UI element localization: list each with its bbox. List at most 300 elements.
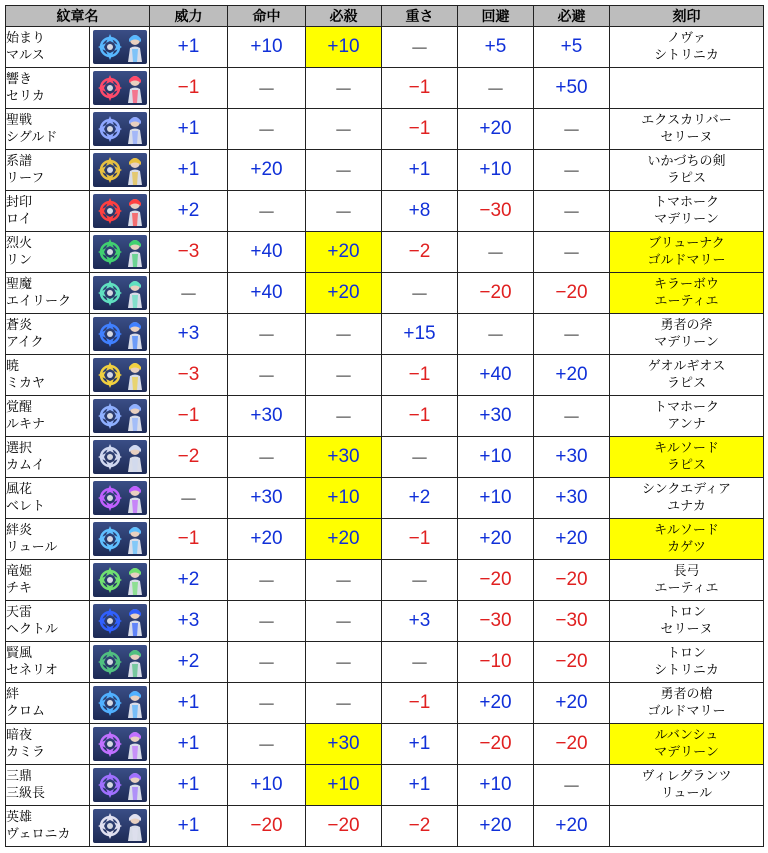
emblem-icon-cell — [90, 109, 150, 150]
table-row — [6, 519, 764, 560]
engrave-cell — [610, 68, 764, 109]
stat-weight: −1 — [382, 519, 458, 560]
engrave-character: リュール — [660, 786, 713, 801]
emblem-hero: セネリオ — [6, 663, 58, 678]
emblem-name-cell — [6, 560, 90, 601]
engrave-character: マデリーン — [654, 335, 719, 350]
stat-might: +1 — [150, 150, 228, 191]
engrave-cell — [610, 560, 764, 601]
engrave-weapon: キラーボウ — [653, 277, 719, 292]
ring-emblem-icon — [93, 768, 147, 802]
stat-avoid: +20 — [458, 683, 534, 724]
stat-hit: +10 — [228, 765, 306, 806]
stat-hit: +20 — [228, 150, 306, 191]
hero-portrait-icon — [125, 730, 145, 759]
ring-emblem-icon — [93, 727, 147, 761]
emblem-hero: リン — [6, 253, 33, 268]
hero-portrait-icon — [125, 771, 145, 800]
header-might: 威力 — [150, 6, 228, 27]
emblem-icon-cell — [90, 68, 150, 109]
stat-crit: － — [306, 396, 382, 437]
emblem-title: 天雷 — [6, 605, 33, 620]
stat-avoid: － — [458, 68, 534, 109]
stat-dodge: － — [534, 232, 610, 273]
engrave-weapon: 勇者の槍 — [660, 687, 713, 702]
table-row — [6, 191, 764, 232]
stat-hit: +40 — [228, 232, 306, 273]
stat-hit: −20 — [228, 806, 306, 847]
stat-weight: −1 — [382, 68, 458, 109]
engrave-cell — [610, 109, 764, 150]
table-row — [6, 314, 764, 355]
emblem-crest-icon — [95, 113, 125, 145]
ring-emblem-icon — [93, 317, 147, 351]
stat-avoid: +20 — [458, 806, 534, 847]
hero-portrait-icon — [125, 238, 145, 267]
stat-crit: +30 — [306, 437, 382, 478]
stat-might: +2 — [150, 191, 228, 232]
emblem-name-cell — [6, 724, 90, 765]
header-engrave: 刻印 — [610, 6, 764, 27]
emblem-crest-icon — [95, 195, 125, 227]
emblem-hero: ルキナ — [6, 417, 46, 432]
stat-hit: － — [228, 437, 306, 478]
stat-hit: － — [228, 109, 306, 150]
stat-weight: +1 — [382, 150, 458, 191]
engrave-cell — [610, 601, 764, 642]
emblem-hero: ミカヤ — [6, 376, 46, 391]
emblem-title: 英雄 — [6, 810, 33, 825]
emblem-title: 封印 — [6, 195, 33, 210]
emblem-name-cell — [6, 683, 90, 724]
stat-dodge: +20 — [534, 683, 610, 724]
ring-emblem-icon — [93, 194, 147, 228]
engrave-character: エーティエ — [654, 294, 719, 309]
hero-portrait-icon — [125, 566, 145, 595]
stat-crit: +10 — [306, 765, 382, 806]
stat-crit: － — [306, 68, 382, 109]
engrave-character: シトリニカ — [654, 48, 719, 63]
emblem-icon-cell — [90, 642, 150, 683]
table-row — [6, 27, 764, 68]
stat-hit: +40 — [228, 273, 306, 314]
stat-avoid: +5 — [458, 27, 534, 68]
stat-hit: － — [228, 191, 306, 232]
emblem-icon-cell — [90, 232, 150, 273]
stat-avoid: +10 — [458, 478, 534, 519]
emblem-icon-cell — [90, 806, 150, 847]
stat-crit: +20 — [306, 519, 382, 560]
ring-emblem-icon — [93, 809, 147, 843]
emblem-title: 覚醒 — [6, 400, 33, 415]
emblem-icon-cell — [90, 724, 150, 765]
stat-hit: － — [228, 560, 306, 601]
stat-dodge: +20 — [534, 519, 610, 560]
table-row — [6, 68, 764, 109]
engrave-weapon: エクスカリバー — [641, 113, 732, 128]
table-row — [6, 396, 764, 437]
emblem-title: 暁 — [6, 359, 20, 374]
table-row — [6, 150, 764, 191]
stat-dodge: −30 — [534, 601, 610, 642]
stat-crit: － — [306, 355, 382, 396]
table-row — [6, 560, 764, 601]
stat-might: +3 — [150, 601, 228, 642]
emblem-crest-icon — [95, 523, 125, 555]
emblem-title: 賢風 — [6, 646, 33, 661]
emblem-title: 選択 — [6, 441, 33, 456]
emblem-hero: マルス — [6, 48, 45, 63]
engrave-weapon: いかづちの剣 — [647, 154, 726, 169]
hero-portrait-icon — [125, 361, 145, 390]
emblem-icon-cell — [90, 560, 150, 601]
emblem-title: 竜姫 — [6, 564, 33, 579]
stat-crit: － — [306, 191, 382, 232]
stat-avoid: － — [458, 314, 534, 355]
emblem-hero: ベレト — [6, 499, 46, 514]
hero-portrait-icon — [125, 484, 145, 513]
engrave-character: マデリーン — [654, 212, 719, 227]
emblem-icon-cell — [90, 355, 150, 396]
ring-emblem-icon — [93, 604, 147, 638]
emblem-crest-icon — [95, 318, 125, 350]
table-row — [6, 642, 764, 683]
stat-dodge: － — [534, 150, 610, 191]
emblem-hero: リーフ — [6, 171, 45, 186]
stat-crit: － — [306, 601, 382, 642]
stat-hit: － — [228, 601, 306, 642]
stat-dodge: － — [534, 396, 610, 437]
stat-might: +1 — [150, 765, 228, 806]
stat-weight: － — [382, 273, 458, 314]
stat-avoid: −30 — [458, 601, 534, 642]
stat-avoid: +30 — [458, 396, 534, 437]
hero-portrait-icon — [125, 402, 145, 431]
stat-might: −3 — [150, 232, 228, 273]
stat-dodge: +30 — [534, 437, 610, 478]
stat-hit: +20 — [228, 519, 306, 560]
emblem-title: 風花 — [6, 482, 33, 497]
emblem-hero: 三級長 — [6, 786, 46, 801]
engrave-weapon: キルソード — [654, 523, 719, 538]
emblem-crest-icon — [95, 769, 125, 801]
emblem-title: 烈火 — [6, 236, 33, 251]
emblem-title: 蒼炎 — [6, 318, 33, 333]
emblem-hero: カミラ — [6, 745, 46, 760]
emblem-crest-icon — [95, 687, 125, 719]
stat-weight: −2 — [382, 232, 458, 273]
stat-crit: +10 — [306, 27, 382, 68]
engrave-cell — [610, 314, 764, 355]
engrave-cell — [610, 765, 764, 806]
header-dodge: 必避 — [534, 6, 610, 27]
emblem-crest-icon — [95, 236, 125, 268]
emblem-icon-cell — [90, 396, 150, 437]
stat-hit: +10 — [228, 27, 306, 68]
header-crit: 必殺 — [306, 6, 382, 27]
emblem-crest-icon — [95, 564, 125, 596]
stat-avoid: +10 — [458, 765, 534, 806]
emblem-hero: リュール — [6, 540, 58, 555]
emblem-name-cell — [6, 191, 90, 232]
emblem-icon-cell — [90, 765, 150, 806]
stat-hit: － — [228, 642, 306, 683]
stat-weight: −1 — [382, 109, 458, 150]
hero-portrait-icon — [125, 648, 145, 677]
stat-dodge: +30 — [534, 478, 610, 519]
ring-emblem-icon — [93, 276, 147, 310]
emblem-hero: ヴェロニカ — [6, 827, 71, 842]
stat-weight: −1 — [382, 683, 458, 724]
emblem-name-cell — [6, 314, 90, 355]
engrave-weapon: 勇者の斧 — [660, 318, 713, 333]
emblem-icon-cell — [90, 314, 150, 355]
engrave-character: ゴルドマリー — [647, 253, 726, 268]
engrave-cell — [610, 478, 764, 519]
engrave-weapon: ブリューナク — [648, 236, 725, 251]
stat-might: － — [150, 478, 228, 519]
emblem-crest-icon — [95, 154, 125, 186]
emblem-name-cell — [6, 355, 90, 396]
emblem-hero: シグルド — [6, 130, 58, 145]
engrave-weapon: シンクエディア — [641, 482, 732, 497]
stat-avoid: +40 — [458, 355, 534, 396]
ring-emblem-icon — [93, 481, 147, 515]
stat-weight: +15 — [382, 314, 458, 355]
table-row — [6, 109, 764, 150]
stat-hit: － — [228, 724, 306, 765]
emblem-name-cell — [6, 519, 90, 560]
stat-weight: +3 — [382, 601, 458, 642]
stat-weight: +8 — [382, 191, 458, 232]
engrave-character: エーティエ — [654, 581, 719, 596]
stat-hit: － — [228, 683, 306, 724]
stat-weight: +1 — [382, 724, 458, 765]
engrave-cell — [610, 806, 764, 847]
stat-weight: −1 — [382, 355, 458, 396]
hero-portrait-icon — [125, 115, 145, 144]
stat-might: － — [150, 273, 228, 314]
stat-dodge: － — [534, 765, 610, 806]
stat-crit: － — [306, 109, 382, 150]
hero-portrait-icon — [125, 197, 145, 226]
emblem-title: 聖戦 — [6, 113, 33, 128]
hero-portrait-icon — [125, 525, 145, 554]
stat-dodge: −20 — [534, 560, 610, 601]
ring-emblem-icon — [93, 112, 147, 146]
stat-dodge: +50 — [534, 68, 610, 109]
engrave-cell — [610, 191, 764, 232]
engrave-weapon: ヴィレグランツ — [641, 769, 732, 784]
stat-hit: － — [228, 355, 306, 396]
emblem-title: 響き — [6, 72, 33, 87]
emblem-crest-icon — [95, 810, 125, 842]
stat-hit: － — [228, 314, 306, 355]
stat-weight: +2 — [382, 478, 458, 519]
emblem-name-cell — [6, 437, 90, 478]
stat-might: −1 — [150, 396, 228, 437]
stat-dodge: +20 — [534, 806, 610, 847]
stat-hit: － — [228, 68, 306, 109]
engrave-character: カゲツ — [667, 540, 706, 555]
stat-weight: −2 — [382, 806, 458, 847]
emblem-crest-icon — [95, 359, 125, 391]
engrave-cell — [610, 27, 764, 68]
table-row — [6, 683, 764, 724]
emblem-name-cell — [6, 232, 90, 273]
emblem-title: 絆炎 — [6, 523, 33, 538]
emblem-hero: チキ — [6, 581, 33, 596]
emblem-hero: エイリーク — [6, 294, 72, 309]
engrave-cell — [610, 355, 764, 396]
table-row — [6, 765, 764, 806]
engrave-character: ゴルドマリー — [647, 704, 726, 719]
stat-hit: +30 — [228, 478, 306, 519]
stat-avoid: － — [458, 232, 534, 273]
emblem-crest-icon — [95, 400, 125, 432]
stat-crit: － — [306, 560, 382, 601]
stat-might: −3 — [150, 355, 228, 396]
engrave-weapon: キルソード — [654, 441, 719, 456]
emblem-crest-icon — [95, 605, 125, 637]
stat-might: +3 — [150, 314, 228, 355]
stat-avoid: −10 — [458, 642, 534, 683]
emblem-crest-icon — [95, 31, 125, 63]
emblem-icon-cell — [90, 683, 150, 724]
emblem-icon-cell — [90, 601, 150, 642]
ring-emblem-icon — [93, 399, 147, 433]
emblem-crest-icon — [95, 277, 125, 309]
engrave-character: セリーヌ — [660, 130, 713, 145]
engrave-weapon: トマホーク — [653, 195, 719, 210]
stat-might: +1 — [150, 27, 228, 68]
stat-might: +1 — [150, 683, 228, 724]
stat-dodge: +5 — [534, 27, 610, 68]
emblem-title: 三鼎 — [6, 769, 33, 784]
stat-crit: － — [306, 642, 382, 683]
stat-dodge: −20 — [534, 642, 610, 683]
engrave-weapon: ルバンシュ — [654, 728, 719, 743]
emblem-icon-cell — [90, 27, 150, 68]
table-row — [6, 601, 764, 642]
engrave-character: ラピス — [666, 376, 706, 391]
engrave-cell — [610, 519, 764, 560]
hero-portrait-icon — [125, 607, 145, 636]
emblem-title: 系譜 — [6, 154, 33, 169]
stat-might: +1 — [150, 806, 228, 847]
hero-portrait-icon — [125, 320, 145, 349]
emblem-name-cell — [6, 765, 90, 806]
emblem-name-cell — [6, 68, 90, 109]
emblem-hero: アイク — [6, 335, 44, 350]
emblem-icon-cell — [90, 478, 150, 519]
stat-crit: +30 — [306, 724, 382, 765]
hero-portrait-icon — [125, 689, 145, 718]
hero-portrait-icon — [125, 443, 145, 472]
ring-emblem-icon — [93, 686, 147, 720]
emblem-name-cell — [6, 601, 90, 642]
engrave-weapon: 長弓 — [673, 564, 700, 579]
emblem-icon-cell — [90, 437, 150, 478]
emblem-stats-table — [5, 5, 764, 847]
emblem-name-cell — [6, 273, 90, 314]
ring-emblem-icon — [93, 358, 147, 392]
table-row — [6, 273, 764, 314]
engrave-cell — [610, 396, 764, 437]
engrave-character: ラピス — [666, 458, 706, 473]
table-row — [6, 437, 764, 478]
hero-portrait-icon — [125, 156, 145, 185]
header-avoid: 回避 — [458, 6, 534, 27]
ring-emblem-icon — [93, 153, 147, 187]
engrave-character: ラピス — [666, 171, 706, 186]
stat-avoid: −30 — [458, 191, 534, 232]
stat-dodge: −20 — [534, 273, 610, 314]
emblem-crest-icon — [95, 728, 125, 760]
engrave-cell — [610, 232, 764, 273]
emblem-name-cell — [6, 109, 90, 150]
ring-emblem-icon — [93, 30, 147, 64]
ring-emblem-icon — [93, 645, 147, 679]
emblem-crest-icon — [95, 646, 125, 678]
emblem-crest-icon — [95, 441, 125, 473]
engrave-weapon: ノヴァ — [667, 31, 706, 46]
stat-avoid: +10 — [458, 437, 534, 478]
engrave-cell — [610, 642, 764, 683]
emblem-icon-cell — [90, 519, 150, 560]
stat-weight: +1 — [382, 765, 458, 806]
stat-crit: +20 — [306, 232, 382, 273]
stat-dodge: － — [534, 109, 610, 150]
stat-might: +2 — [150, 560, 228, 601]
emblem-name-cell — [6, 150, 90, 191]
stat-weight: － — [382, 560, 458, 601]
stat-might: +1 — [150, 109, 228, 150]
table-row — [6, 724, 764, 765]
table-row — [6, 478, 764, 519]
stat-might: +1 — [150, 724, 228, 765]
hero-portrait-icon — [125, 812, 145, 841]
stat-dodge: － — [534, 314, 610, 355]
emblem-name-cell — [6, 478, 90, 519]
engrave-character: セリーヌ — [660, 622, 713, 637]
engrave-cell — [610, 150, 764, 191]
ring-emblem-icon — [93, 235, 147, 269]
stat-dodge: −20 — [534, 724, 610, 765]
engrave-weapon: トロン — [666, 646, 706, 661]
emblem-icon-cell — [90, 150, 150, 191]
emblem-hero: ロイ — [6, 212, 32, 227]
engrave-weapon: ゲオルギオス — [647, 359, 726, 374]
ring-emblem-icon — [93, 563, 147, 597]
ring-emblem-icon — [93, 522, 147, 556]
header-weight: 重さ — [382, 6, 458, 27]
emblem-crest-icon — [95, 72, 125, 104]
stat-crit: － — [306, 683, 382, 724]
table-row — [6, 806, 764, 847]
ring-emblem-icon — [93, 440, 147, 474]
engrave-character: ユナカ — [667, 499, 706, 514]
stat-avoid: −20 — [458, 724, 534, 765]
engrave-cell — [610, 437, 764, 478]
ring-emblem-icon — [93, 71, 147, 105]
emblem-title: 暗夜 — [6, 728, 33, 743]
stat-might: −1 — [150, 68, 228, 109]
emblem-name-cell — [6, 396, 90, 437]
header-row — [6, 6, 764, 27]
stat-crit: +20 — [306, 273, 382, 314]
emblem-icon-cell — [90, 191, 150, 232]
